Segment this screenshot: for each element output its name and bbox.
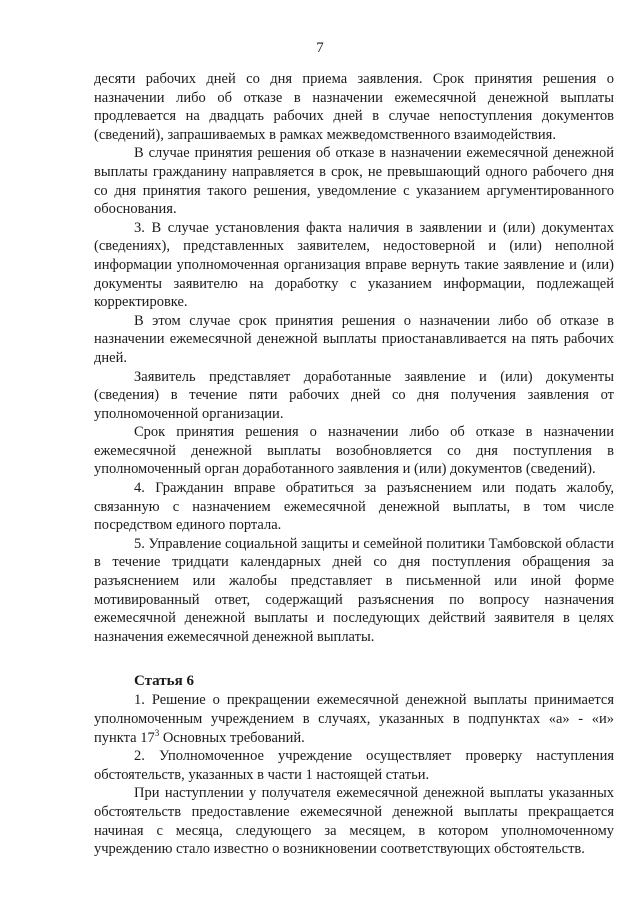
paragraph: 5. Управление социальной защиты и семейной политики Тамбовской области в течение тридцати календарных дней со дня поступления обращения за разъяснением или жалобы представляет в письменной или иной форме мотивированный ответ, содержащий разъяснения по вопросу назначения ежемесячной денежной выплаты и последующих действий заявителя в целях назначения ежемесячной денежной выплаты. (94, 535, 614, 645)
paragraph-text: 1. Решение о прекращении ежемесячной денежной выплаты принимается уполномоченным учреждением в случаях, указанных в подпунктах «а» - «и» пункта 17 (94, 692, 614, 746)
paragraph: Срок принятия решения о назначении либо об отказе в назначении ежемесячной денежной выплаты возобновляется со дня поступления в уполномоченный орган доработанного заявления и (или) документов (сведений). (94, 424, 614, 478)
paragraph: В случае принятия решения об отказе в назначении ежемесячной денежной выплаты гражданину направляется в срок, не превышающий одного рабочего дня со дня принятия такого решения, уведомление с указанием аргументированного обоснования. (94, 145, 614, 218)
paragraph: Заявитель представляет доработанные заявление и (или) документы (сведения) в течение пяти рабочих дней со дня получения заявления от уполномоченной организации. (94, 368, 614, 422)
paragraph: 3. В случае установления факта наличия в заявлении и (или) документах (сведениях), представленных заявителем, недостоверной и (или) неполной информации уполномоченная организация вправе вернуть такие заявление и (или) документы заявителю на доработку с указанием информации, подлежащей корректировке. (94, 219, 614, 311)
spacer (94, 646, 614, 672)
superscript: 3 (154, 727, 160, 738)
paragraph: При наступлении у получателя ежемесячной денежной выплаты указанных обстоятельств предоставление ежемесячной денежной выплаты прекращается начиная с месяца, следующего за месяцем, в котором уполномоченному учреждению стало известно о возникновении соответствующих обстоятельств. (94, 785, 614, 858)
paragraph-text: Основных требований. (159, 729, 305, 746)
paragraph (94, 691, 614, 747)
page-number: 7 (316, 40, 324, 56)
paragraph: десяти рабочих дней со дня приема заявления. Срок принятия решения о назначении либо об отказе в назначении ежемесячной денежной выплаты продлевается на двадцать рабочих дней в случае непоступления документов (сведений), запрашиваемых в рамках межведомственного взаимодействия. (94, 71, 614, 143)
paragraph: В этом случае срок принятия решения о назначении либо об отказе в назначении ежемесячной денежной выплаты приостанавливается на пять рабочих дней. (94, 312, 614, 366)
document-body (94, 70, 614, 859)
article-heading: Статья 6 (134, 673, 194, 690)
paragraph: 4. Гражданин вправе обратиться за разъяснением или подать жалобу, связанную с назначением ежемесячной денежной выплаты, в том числе посредством единого портала. (94, 480, 614, 534)
paragraph: 2. Уполномоченное учреждение осуществляет проверку наступления обстоятельств, указанных в части 1 настоящей статьи. (94, 748, 614, 783)
